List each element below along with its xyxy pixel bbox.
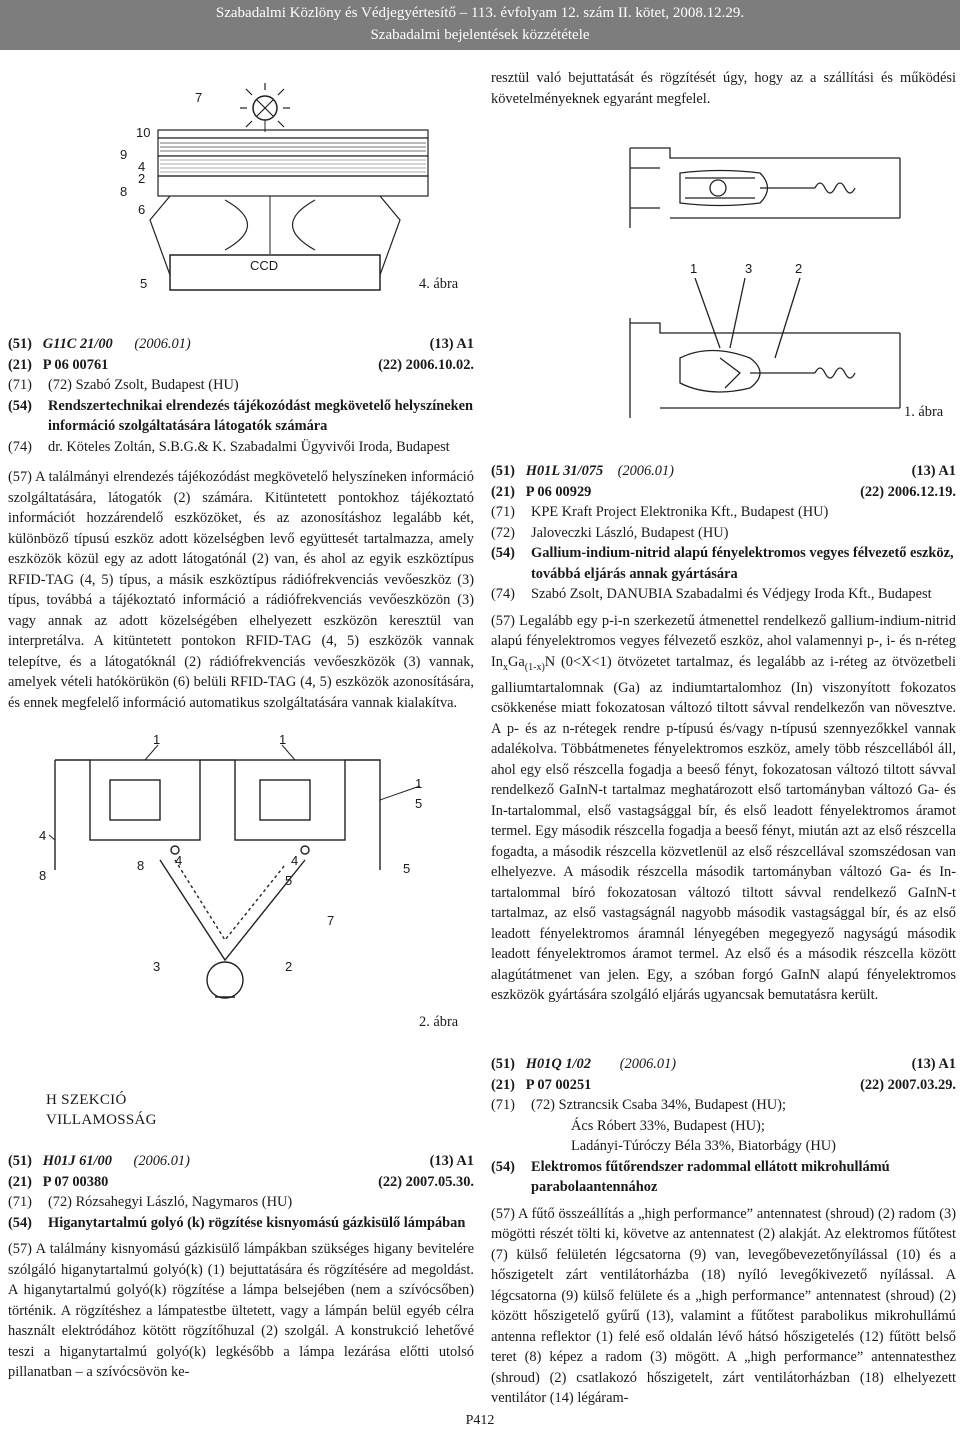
entry-h01j <box>8 1151 474 1383</box>
figure-2 <box>35 732 465 1025</box>
code-54: (54) <box>491 1158 515 1175</box>
code-21: (21) <box>491 483 515 500</box>
application-number: P 07 00380 <box>42 1173 109 1190</box>
agent: Szabó Zsolt, DANUBIA Szabadalmi és Védjegy Iroda Kft., Budapest <box>531 586 932 602</box>
section-letter: H SZEKCIÓ <box>46 1092 127 1108</box>
code-71: (71) <box>8 377 32 393</box>
label-10: 10 <box>136 125 151 140</box>
section-name: VILLAMOSSÁG <box>46 1112 157 1128</box>
inventors: (72) Szabó Zsolt, Budapest (HU) <box>48 377 239 393</box>
code-54: (54) <box>8 397 32 414</box>
label-8: 8 <box>120 184 128 199</box>
fig2-label-8b: 8 <box>137 858 145 873</box>
inventor-1: (72) Sztrancsik Csaba 34%, Budapest (HU); <box>531 1097 786 1113</box>
patent-title: Rendszertechnikai elrendezés tájékozódást megkövetelő helyszíneken információ szolgáltatására látogatók számára <box>48 397 473 434</box>
subscript-x: x <box>503 661 508 673</box>
fig2-label-4c: 4 <box>291 853 299 868</box>
kind-code: (13) A1 <box>429 336 474 352</box>
code-21: (21) <box>491 1076 515 1093</box>
ccd-label: CCD <box>250 258 279 273</box>
fig2-label-8a: 8 <box>39 868 47 883</box>
abstract: (57) A találmányi elrendezés tájékozódást megkövetelő helyszíneken információ szolgáltatására, látogatók (2) számára. Kitüntetett pontokhoz tájékoztató információt hozzárendelő eszközöket, és az azonosításhoz legalább két, különböző típusú eszköz adott közelségben levő együttesét tartalmazza, amely eszközök közül egy az adott látogatónál (2) van, és ahol az egyik eszköztípus RFID-TAG (4, 5) típus, a másik eszköztípus rádiófrekvenciás vevőeszköz (3) típus, továbbá a tájékoztató információ a rádiófrekvenciás vevőeszközön (3) vagy annak az adott közelségében elhelyezett eszközön keresztül van interpretálva. A kitüntetett pontokon RFID-TAG (4, 5) eszközök vannak telepítve, és a látogatóknál (2) rádiófrekvenciás vevőeszközök (3) vannak, amelyek vételi hatókörükön (6) belüli RFID-TAG (4, 5) eszközök azonosítására, és ennek megfelelő információ automatikus szolgáltatására vannak kialakítva. <box>8 469 474 711</box>
inventor-3: Ladányi-Túróczy Béla 33%, Biatorbágy (HU) <box>571 1138 836 1154</box>
fig2-label-1c: 1 <box>415 776 423 791</box>
entry-g11c <box>8 334 474 713</box>
fig2-label-5a: 5 <box>415 796 423 811</box>
ipc-date: (2006.01) <box>617 463 674 479</box>
abstract-ga: Ga <box>508 653 525 670</box>
code-51: (51) <box>491 1056 515 1072</box>
code-51: (51) <box>491 463 515 479</box>
figure-2-caption: 2. ábra <box>419 1014 459 1030</box>
inventors: (72) Rózsahegyi László, Nagymaros (HU) <box>48 1194 293 1210</box>
kind-code: (13) A1 <box>911 1056 956 1072</box>
kind-code: (13) A1 <box>429 1153 474 1169</box>
ipc-date: (2006.01) <box>619 1056 677 1072</box>
fig2-label-4b: 4 <box>175 853 183 868</box>
abstract <box>491 611 956 1006</box>
section-heading <box>46 1090 157 1130</box>
abstract-part-b: N (0<X<1) ötvözetet tartalmaz, és legalább az i-réteg az ötvözetbeli galliumtartalomnak (Ga) az indiumtartalomhoz (In) viszonyított fokozatos csökkenése miatt fokozatosan változó tiltott sávval rendelkezőn van növesztve. A p- és az n-rétegek rendre p-típusú és/vagy n-típusú szennyezőkkel vannak adalékolva. Többátmenetes fényelektromos eszköz, amely több részcellából áll, ahol egy első részcella fogadja a beeső fényt, fokozatosan változó tiltott sávval rendelkező GaInN-t tartalmaz meghatározott első tartományban változó Ga- és In-tartalommal, első vastagsággal bír, és első leadott fényelektromos áramot termel. Egy második részcella fogadja a beeső fényt, miután azt az első részcella fogadta, a második részcella közvetlenül az első részcellával szomszédosan van elhelyezve. A második részcella második tartományban változó Ga- és In-tartalommal bíró fokozatosan változó tiltott sávval rendelkező GaInN-t tartalmaz, az első vastagságnál nagyobb második vastagsággal bír, és az első leadott fényelektromos áramnál lényegében megegyező nagyságú második leadott fényelektromos áramot termel. Az első és a második részcella között alagútátmenet van jelen. Egy, a szóban forgó GaInN alapú fényelektromos eszközök gyártására szolgáló eljárás ugyancsak bemutatásra került. <box>491 653 956 1004</box>
label-9: 9 <box>120 147 128 162</box>
kind-code: (13) A1 <box>911 463 956 479</box>
inventor-2: Ács Róbert 33%, Budapest (HU); <box>571 1117 765 1134</box>
code-71: (71) <box>491 504 515 520</box>
filing-date: (22) 2006.10.02. <box>378 356 474 373</box>
fig2-label-5b: 5 <box>285 873 293 888</box>
fig1-label-1: 1 <box>690 261 698 276</box>
figure-1 <box>600 118 930 418</box>
continuation-text: resztül való bejuttatását és rögzítését úgy, hogy az a szállítási és működési követelményeknek egyaránt megfelel. <box>491 70 956 107</box>
applicant: KPE Kraft Project Elektronika Kft., Budapest (HU) <box>531 504 829 520</box>
abstract: (57) A találmány kisnyomású gázkisülő lámpákban szükséges higany bevitelére szólgáló higanytartalmú golyó(k) (1) bejuttatására és rögzítésére ad megoldást. A higanytartalmú golyó(k) rögzítése a lámpa belsejében (nem a szívócsőben) történik. A rögzítéshez a lámpatestbe ültetett, vagy a lámpán belül egyéb célra használt elektródához kötött rögzítőhuzal (2) szolgál. A konstrukció lehetővé teszi a higanytartalmú golyó(k) legkésőbb a lámpa lezárása előtti utolsó pillanatban – a szívócsövön ke- <box>8 1241 474 1380</box>
ipc-class: H01L 31/075 <box>525 463 604 479</box>
fig1-label-3: 3 <box>745 261 753 276</box>
code-54: (54) <box>491 545 515 561</box>
application-number: P 06 00761 <box>42 356 109 373</box>
figure-4-caption: 4. ábra <box>419 276 459 292</box>
code-54: (54) <box>8 1214 32 1231</box>
application-number: P 07 00251 <box>525 1076 592 1093</box>
code-21: (21) <box>8 1173 32 1190</box>
filing-date: (22) 2007.05.30. <box>378 1173 474 1190</box>
figure-1-caption: 1. ábra <box>904 404 944 420</box>
label-7: 7 <box>195 90 203 105</box>
page-number: P412 <box>465 1413 495 1428</box>
ipc-class: H01Q 1/02 <box>525 1056 591 1072</box>
code-72: (72) <box>491 524 515 541</box>
code-21: (21) <box>8 356 32 373</box>
application-number: P 06 00929 <box>525 483 592 500</box>
patent-title: Higanytartalmú golyó (k) rögzítése kisnyomású gázkisülő lámpában <box>48 1214 466 1231</box>
inventor: Jaloveczki László, Budapest (HU) <box>531 524 729 541</box>
fig2-label-3: 3 <box>153 959 161 974</box>
filing-date: (22) 2006.12.19. <box>860 483 956 500</box>
ipc-class: G11C 21/00 <box>42 336 113 352</box>
journal-title: Szabadalmi Közlöny és Védjegyértesítő – 113. évfolyam 12. szám II. kötet, 2008.12.29. <box>215 5 745 21</box>
page-header <box>0 0 960 50</box>
label-6: 6 <box>138 202 146 217</box>
ipc-class: H01J 61/00 <box>42 1153 112 1169</box>
code-51: (51) <box>8 336 32 352</box>
code-74: (74) <box>491 586 515 602</box>
ipc-date: (2006.01) <box>133 1153 190 1169</box>
fig2-label-2: 2 <box>285 959 293 974</box>
fig2-label-5c: 5 <box>403 861 411 876</box>
label-4: 4 <box>138 159 146 174</box>
entry-h01l <box>491 461 956 1006</box>
code-74: (74) <box>8 438 32 455</box>
abstract-part-a: (57) Legalább egy p-i-n szerkezetű átmenettel rendelkező gallium-indium-nitrid alapú fényelektromos vegyes félvezető eszköz, ahol valamennyi p-, i- és n-réteg In <box>491 612 956 670</box>
section-title: Szabadalmi bejelentések közzététele <box>370 27 590 43</box>
code-71: (71) <box>491 1097 515 1113</box>
label-5: 5 <box>140 276 148 291</box>
fig2-label-7: 7 <box>327 913 335 928</box>
fig2-label-1b: 1 <box>279 732 287 747</box>
patent-title: Gallium-indium-nitrid alapú fényelektromos vegyes félvezető eszköz, továbbá eljárás annak gyártására <box>531 545 954 582</box>
fig2-label-1a: 1 <box>153 732 161 747</box>
abstract: (57) A fűtő összeállítás a „high performance” antennatest (shroud) (2) radom (3) mögötti részét tölti ki, követve az antennatest (2) alakját. Az elektromos fűtőtest (7) külső felületén légcsatorna (9) van, levegőbevezetőnyílással (10) és a hőszigetelt zárt ventilátorházba (18) nyíló levegőkivezető nyílással. A légcsatorna (9) külső felülete és a „high performance” antennatest (shroud) (2) között hőszigetelő gyűrű (13), valamint a fűtőtest parabolikus mikrohullámú antenna reflektor (1) felé eső oldalán lévő hátsó hőszigetelés (12) fűtött belső teret (8) képez a radom (3) mögött. A „high performance” antennatesthez (shroud) (2) csatlakozó hőszigetelt, zárt ventilátorházban (18) elhelyezett ventilátor (14) légáram- <box>491 1205 956 1406</box>
inventors <box>531 1095 956 1157</box>
fig2-label-4a: 4 <box>39 828 47 843</box>
code-71: (71) <box>8 1194 32 1210</box>
fig1-label-2: 2 <box>795 261 803 276</box>
agent: dr. Köteles Zoltán, S.B.G.& K. Szabadalmi Ügyvivői Iroda, Budapest <box>48 438 450 455</box>
ipc-date: (2006.01) <box>134 336 191 352</box>
figure-4 <box>120 70 470 295</box>
label-2: 2 <box>138 171 146 186</box>
subscript-1-x: (1-x) <box>524 661 545 673</box>
code-51: (51) <box>8 1153 32 1169</box>
filing-date: (22) 2007.03.29. <box>860 1076 956 1093</box>
patent-title: Elektromos fűtőrendszer radommal ellátott mikrohullámú parabolaantennához <box>531 1158 890 1195</box>
entry-h01q <box>491 1054 956 1409</box>
